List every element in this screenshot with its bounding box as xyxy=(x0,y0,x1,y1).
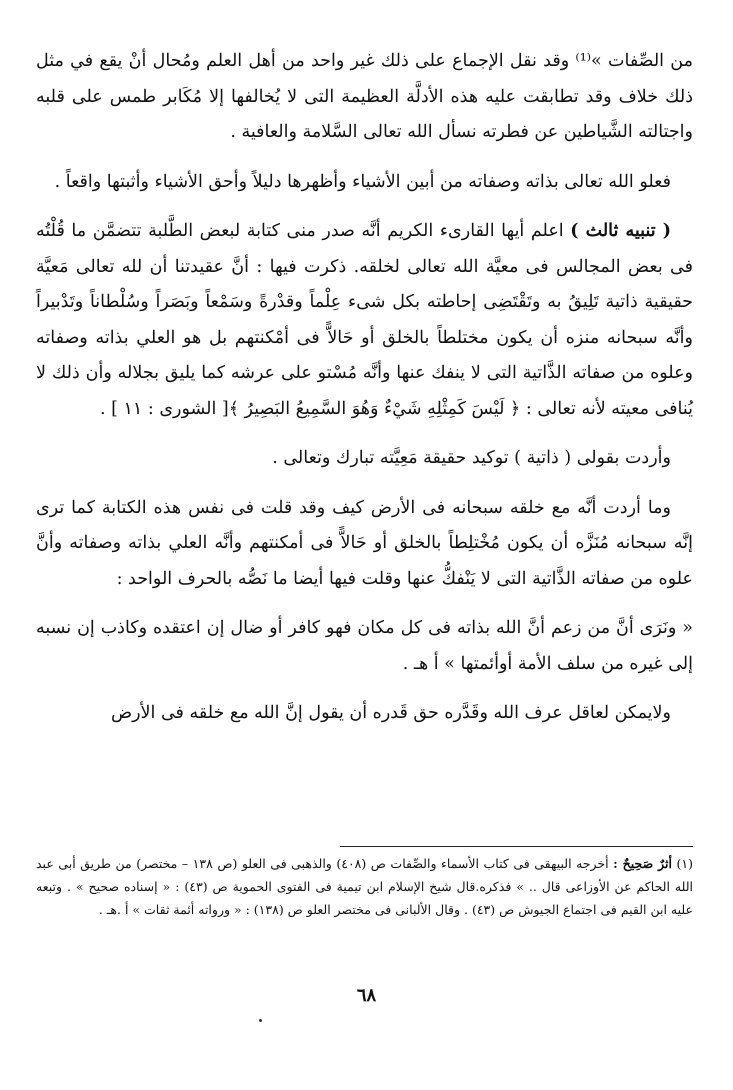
footnote-text: أخرجه البيهقى فى كتاب الأسماء والصِّفات ص (٤٠٨) والذهبى فى العلو (ص ١٣٨ – مختصر) من طريق أبى عبد الله الحاكم عن الأوزاعى قال .. » فذكره.قال شيخ الإسلام ابن تيمية فى الفتوى الحموية ص (٤٣) : « إسناده صحيح » . وتبعه عليه ابن القيم فى اجتماع الجيوش ص (٤٣) . وقال الألبانى فى مختصر العلو ص (١٣٨) : « ورواته أئمة ثقات » أ .هـ . xyxy=(36,856,693,917)
footnote-1 xyxy=(36,852,693,921)
paragraph-1: من الصِّفات »⁽¹⁾ وقد نقل الإجماع على ذلك غير واحد من أهل العلم ومُحال أنْ يقع في مثل ذلك خلاف وقد تطابقت عليه هذه الأدلَّة العظيمة التى لا يُخالفها إلا مُكَابر طمس على قلبه واجتالته الشَّياطين عن فطرته نسأل الله تعالى السَّلامة والعافية . xyxy=(36,51,693,142)
quote-paragraph: « ونَرَى أنَّ من زعم أنَّ الله بذاته فى كل مكان فهو كافر أو ضال إن اعتقده وكاذب إن نسبه إلى غيره من سلف الأمة أوأئمتها » أ هـ . xyxy=(36,618,693,674)
main-text xyxy=(36,44,693,746)
footnote-separator xyxy=(340,846,693,847)
paragraph-3-text: اعلم أيها القارىء الكريم أنَّه صدر منى كتابة لبعض الطَّلبة تتضمَّن ما قُلْتُه فى بعض المجالس فى معيَّة الله تعالى لخلقه. ذكرت فيها : أنَّ عقيدتنا أن لله تعالى مَعيَّة حقيقية ذاتية تَلِيقُ به وتَقْتَضِى إحاطته بكل شىء عِلْماً وقدْرةً وسَمْعاً وبَصَراً وسُلْطاناً وتَدْبيراً وأنَّه سبحانه منزه أن يكون مختلطاً بالخلق أو حَالاًّ فى أمْكنتهم بل هو العلي بذاته وصفاته وعلوه من صفاته الذَّاتية التى لا ينفك عنها وأنَّه مُسْتو على عرشه كما يليق بجلاله وأن ذلك لا يُنافى معيته لأنه تعالى : ﴿ لَيْسَ كَمِثْلِهِ شَيْءٌ وَهُوَ السَّمِيعُ البَصِيرُ ﴾[ الشورى : ١١ ] . xyxy=(36,221,693,419)
paragraph-3 xyxy=(36,214,693,427)
footnote-heading: أثرٌ صَحِيحٌ : xyxy=(613,856,672,871)
footnote-marker: (١) xyxy=(676,856,693,871)
paragraph-5: وما أردت أنَّه مع خلقه سبحانه فى الأرض كيف وقد قلت فى نفس هذه الكتابة كما ترى إنَّه سبحانه مُنَزَّه أن يكون مُخْتلِطاً بالخلق أو حَالاًّ فى أمكنتهم وأنَّه العلي بذاته وصفاته وأنَّ علوه من صفاته الذَّاتية التى لا يَنْفكُّ عنها وقلت فيها أيضا ما نَصُّه بالحرف الواحد : xyxy=(36,497,693,589)
paragraph-4: وأردت بقولى ( ذاتية ) توكيد حقيقة مَعِيَّته تبارك وتعالى . xyxy=(272,448,671,468)
print-speck xyxy=(259,1019,262,1022)
paragraph-7: ولايمكن لعاقل عرف الله وقَدَّره حق قَدره أن يقول إنَّ الله مع خلقه فى الأرض xyxy=(110,703,671,723)
footnote xyxy=(36,852,693,921)
paragraph-2: فعلو الله تعالى بذاته وصفاته من أبين الأشياء وأظهرها دليلاً وأحق الأشياء وأثبتها واقعاً . xyxy=(54,171,671,192)
page-number: ٦٨ xyxy=(356,985,377,1006)
notice-heading: ( تنبيه ثالث ) xyxy=(570,221,671,241)
